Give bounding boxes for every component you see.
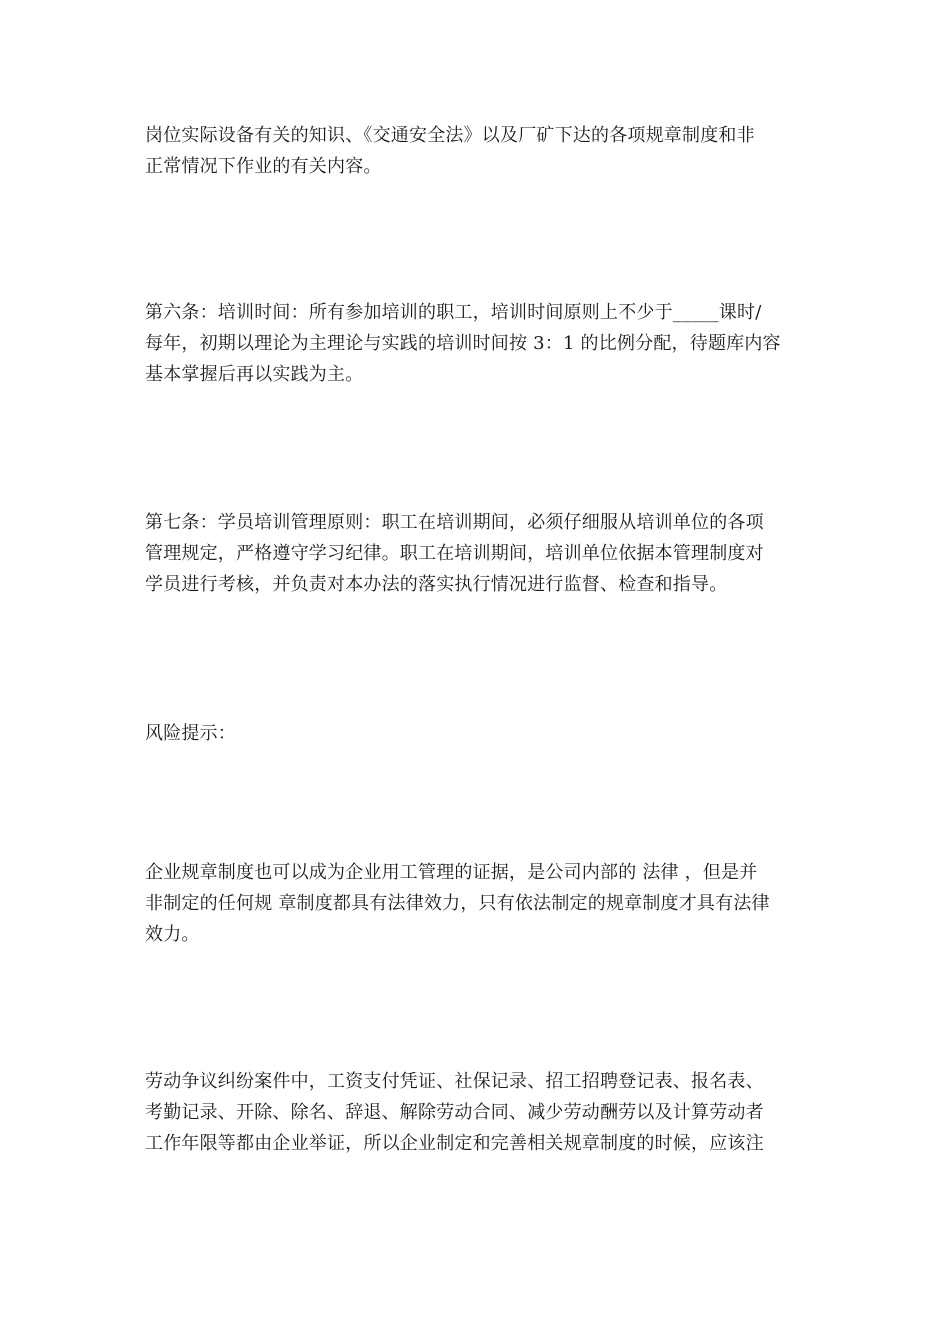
paragraph-article-7-trainee-management bbox=[145, 507, 825, 600]
text-line: 正常情况下作业的有关内容。 bbox=[145, 156, 382, 177]
text-line: 学员进行考核，并负责对本办法的落实执行情况进行监督、检查和指导。 bbox=[145, 574, 728, 595]
text-line: 风险提示： bbox=[145, 723, 236, 744]
text-line: 每年，初期以理论为主理论与实践的培训时间按 3：1 的比例分配，待题库内容 bbox=[145, 333, 781, 354]
paragraph-article-6-training-time bbox=[145, 297, 825, 390]
text-line: 劳动争议纠纷案件中，工资支付凭证、社保记录、招工招聘登记表、报名表、 bbox=[145, 1071, 764, 1092]
text-line: 企业规章制度也可以成为企业用工管理的证据，是公司内部的 法律 ，但是并 bbox=[145, 862, 758, 883]
text-line: 非制定的任何规 章制度都具有法律效力，只有依法制定的规章制度才具有法律 bbox=[145, 893, 770, 914]
paragraph-rules-legal-effect bbox=[145, 857, 825, 950]
text-line: 管理规定，严格遵守学习纪律。职工在培训期间，培训单位依据本管理制度对 bbox=[145, 543, 764, 564]
text-line: 考勤记录、开除、除名、辞退、解除劳动合同、减少劳动酬劳以及计算劳动者 bbox=[145, 1102, 764, 1123]
text-line: 第七条：学员培训管理原则：职工在培训期间，必须仔细服从培训单位的各项 bbox=[145, 512, 764, 533]
text-line: 效力。 bbox=[145, 924, 200, 945]
text-line: 第六条：培训时间：所有参加培训的职工，培训时间原则上不少于_____课时/ bbox=[145, 302, 762, 323]
paragraph-equipment-knowledge bbox=[145, 120, 825, 182]
text-line: 基本掌握后再以实践为主。 bbox=[145, 364, 364, 385]
text-line: 工作年限等都由企业举证，所以企业制定和完善相关规章制度的时候，应该注 bbox=[145, 1133, 764, 1154]
paragraph-risk-tip-heading bbox=[145, 718, 825, 749]
text-line: 岗位实际设备有关的知识、《交通安全法》以及厂矿下达的各项规章制度和非 bbox=[145, 125, 755, 146]
paragraph-labor-dispute-evidence bbox=[145, 1066, 825, 1159]
